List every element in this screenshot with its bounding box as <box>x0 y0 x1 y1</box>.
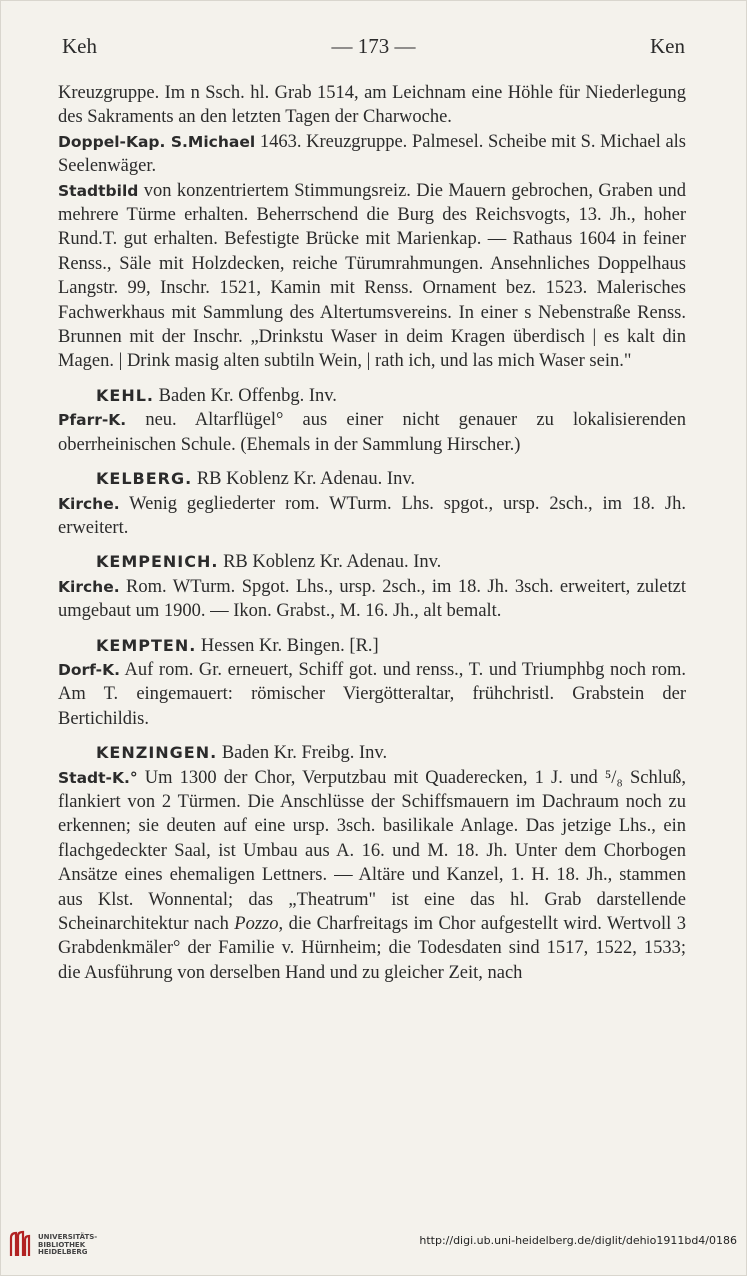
entry-heading: Doppel-Kap. S.Michael <box>58 132 256 151</box>
paragraph-text: Kreuzgruppe. Im n Ssch. hl. Grab 1514, am Leichnam eine Höhle für Niederlegung des Sakraments an den letzten Tagen der Charwoche. <box>58 83 686 128</box>
page-number: — 173 — <box>331 34 416 58</box>
place-heading-line <box>58 634 686 658</box>
entry-heading: Kirche. <box>58 577 120 596</box>
place-info: RB Koblenz Kr. Adenau. Inv. <box>218 552 442 573</box>
library-logo-icon <box>8 1230 32 1258</box>
institution-name <box>38 1234 97 1257</box>
place-info: Hessen Kr. Bingen. [R.] <box>196 635 379 656</box>
paragraph <box>58 179 686 374</box>
place-heading-line <box>58 741 686 765</box>
paragraph-text: , die Charfreitags im Chor aufgestellt wird. Wertvoll 3 Grabdenkmäler° der Familie v. Hürnheim; die Todesdaten sind 1517, 1522, 1533; die Ausführung von derselben Hand und zu gleicher Zeit, nach <box>58 914 687 983</box>
place-heading-line <box>58 467 686 491</box>
entry-heading: Kirche. <box>58 494 120 513</box>
entry-heading: Pfarr-K. <box>58 411 127 430</box>
paragraph-text: von konzentriertem Stimmungsreiz. Die Mauern gebrochen, Graben und mehrere Türme erhalten. Beherrschend die Burg des Reichsvogts, 13. Jh., hoher Rund.T. gut erhalten. Befestigte Brücke mit Marienkap. — Rathaus 1604 in feiner Renss., Säle mit Holzdecken, reiche Türumrahmungen. Ansehnliches Doppelhaus Langstr. 99, Inschr. 1521, Kamin mit Renss. Ornament bez. 1523. Malerisches Fachwerkhaus mit Sammlung des Altertumsvereins. In einer s Nebenstraße Renss. Brunnen mit der Inschr. „Drinkstu Waser in deim Kragen überdisch | es kalt din Magen. | Drink masig alten subtiln Wein, | rath ich, und las mich Waser sein." <box>58 180 686 372</box>
place-info: RB Koblenz Kr. Adenau. Inv. <box>192 469 416 490</box>
paragraph <box>58 492 686 541</box>
place-name: KEHL. <box>96 385 154 405</box>
institution-line: HEIDELBERG <box>38 1248 88 1256</box>
running-head-right: Ken <box>650 34 685 58</box>
institution-line: UNIVERSITÄTS- <box>38 1233 98 1241</box>
artist-name: Pozzo <box>234 914 279 934</box>
page-header <box>0 34 747 64</box>
source-url-link[interactable]: http://digi.ub.uni-heidelberg.de/diglit/dehio1911bd4/0186 <box>419 1234 737 1247</box>
institution-line: BIBLIOTHEK <box>38 1240 86 1249</box>
paragraph <box>58 658 686 731</box>
paragraph-text: Auf rom. Gr. erneuert, Schiff got. und renss., T. und Triumphbg noch rom. Am T. eingemauert: römischer Viergötteraltar, frühchristl. Grabstein der Bertichildis. <box>58 659 686 729</box>
place-info: Baden Kr. Offenbg. Inv. <box>154 385 337 406</box>
paragraph <box>58 130 686 179</box>
place-heading-line <box>58 550 686 574</box>
entry-heading: Stadt-K.° <box>58 768 138 787</box>
entry-heading: Stadtbild <box>58 181 139 200</box>
place-heading-line <box>58 384 686 408</box>
entry-heading: Dorf-K. <box>58 660 120 679</box>
paragraph <box>58 408 686 457</box>
paragraph-text: Um 1300 der Chor, Verputzbau mit Quaderecken, 1 J. und ⁵/₈ Schluß, flankiert von 2 Türmen. Die Anschlüsse der Schiffsmauern im Dachraum noch zu erkennen; sie deuten auf eine ursp. 3sch. basilikale Anlage. Das jetzige Lhs., ein flachgedeckter Saal, ist Umbau aus A. 16. und M. 18. Jh. Unter dem Chorbogen Ansätze eines ehemaligen Lettners. — Altäre und Kanzel, 1. H. 18. Jh., stammen aus Klst. Wonnental; das „Theatrum" ist eine das hl. Grab darstellende Scheinarchitektur nach <box>58 767 686 934</box>
paragraph <box>58 575 686 624</box>
place-name: KELBERG. <box>96 469 193 489</box>
paragraph-text: neu. Altarflügel° aus einer nicht genauer zu lokalisierenden oberrheinischen Schule. (Ehemals in der Sammlung Hirscher.) <box>58 410 686 455</box>
running-head-left: Keh <box>62 34 97 58</box>
place-name: KEMPTEN. <box>96 635 197 655</box>
paragraph <box>58 766 686 986</box>
page-body <box>58 81 686 985</box>
page-footer <box>0 1222 747 1262</box>
place-info: Baden Kr. Freibg. Inv. <box>217 743 388 764</box>
place-name: KENZINGEN. <box>96 743 218 763</box>
place-name: KEMPENICH. <box>96 552 219 572</box>
paragraph-text: 1463. Kreuzgruppe. Palmesel. Scheibe mit S. Michael als Seelenwäger. <box>58 131 686 177</box>
paragraph-text: Rom. WTurm. Spgot. Lhs., ursp. 2sch., im 18. Jh. 3sch. erweitert, zuletzt umgebaut um 1900. — Ikon. Grabst., M. 16. Jh., alt bemalt. <box>58 576 686 622</box>
paragraph-text: Wenig gegliederter rom. WTurm. Lhs. spgot., ursp. 2sch., im 18. Jh. erweitert. <box>58 493 686 538</box>
paragraph <box>58 81 686 130</box>
